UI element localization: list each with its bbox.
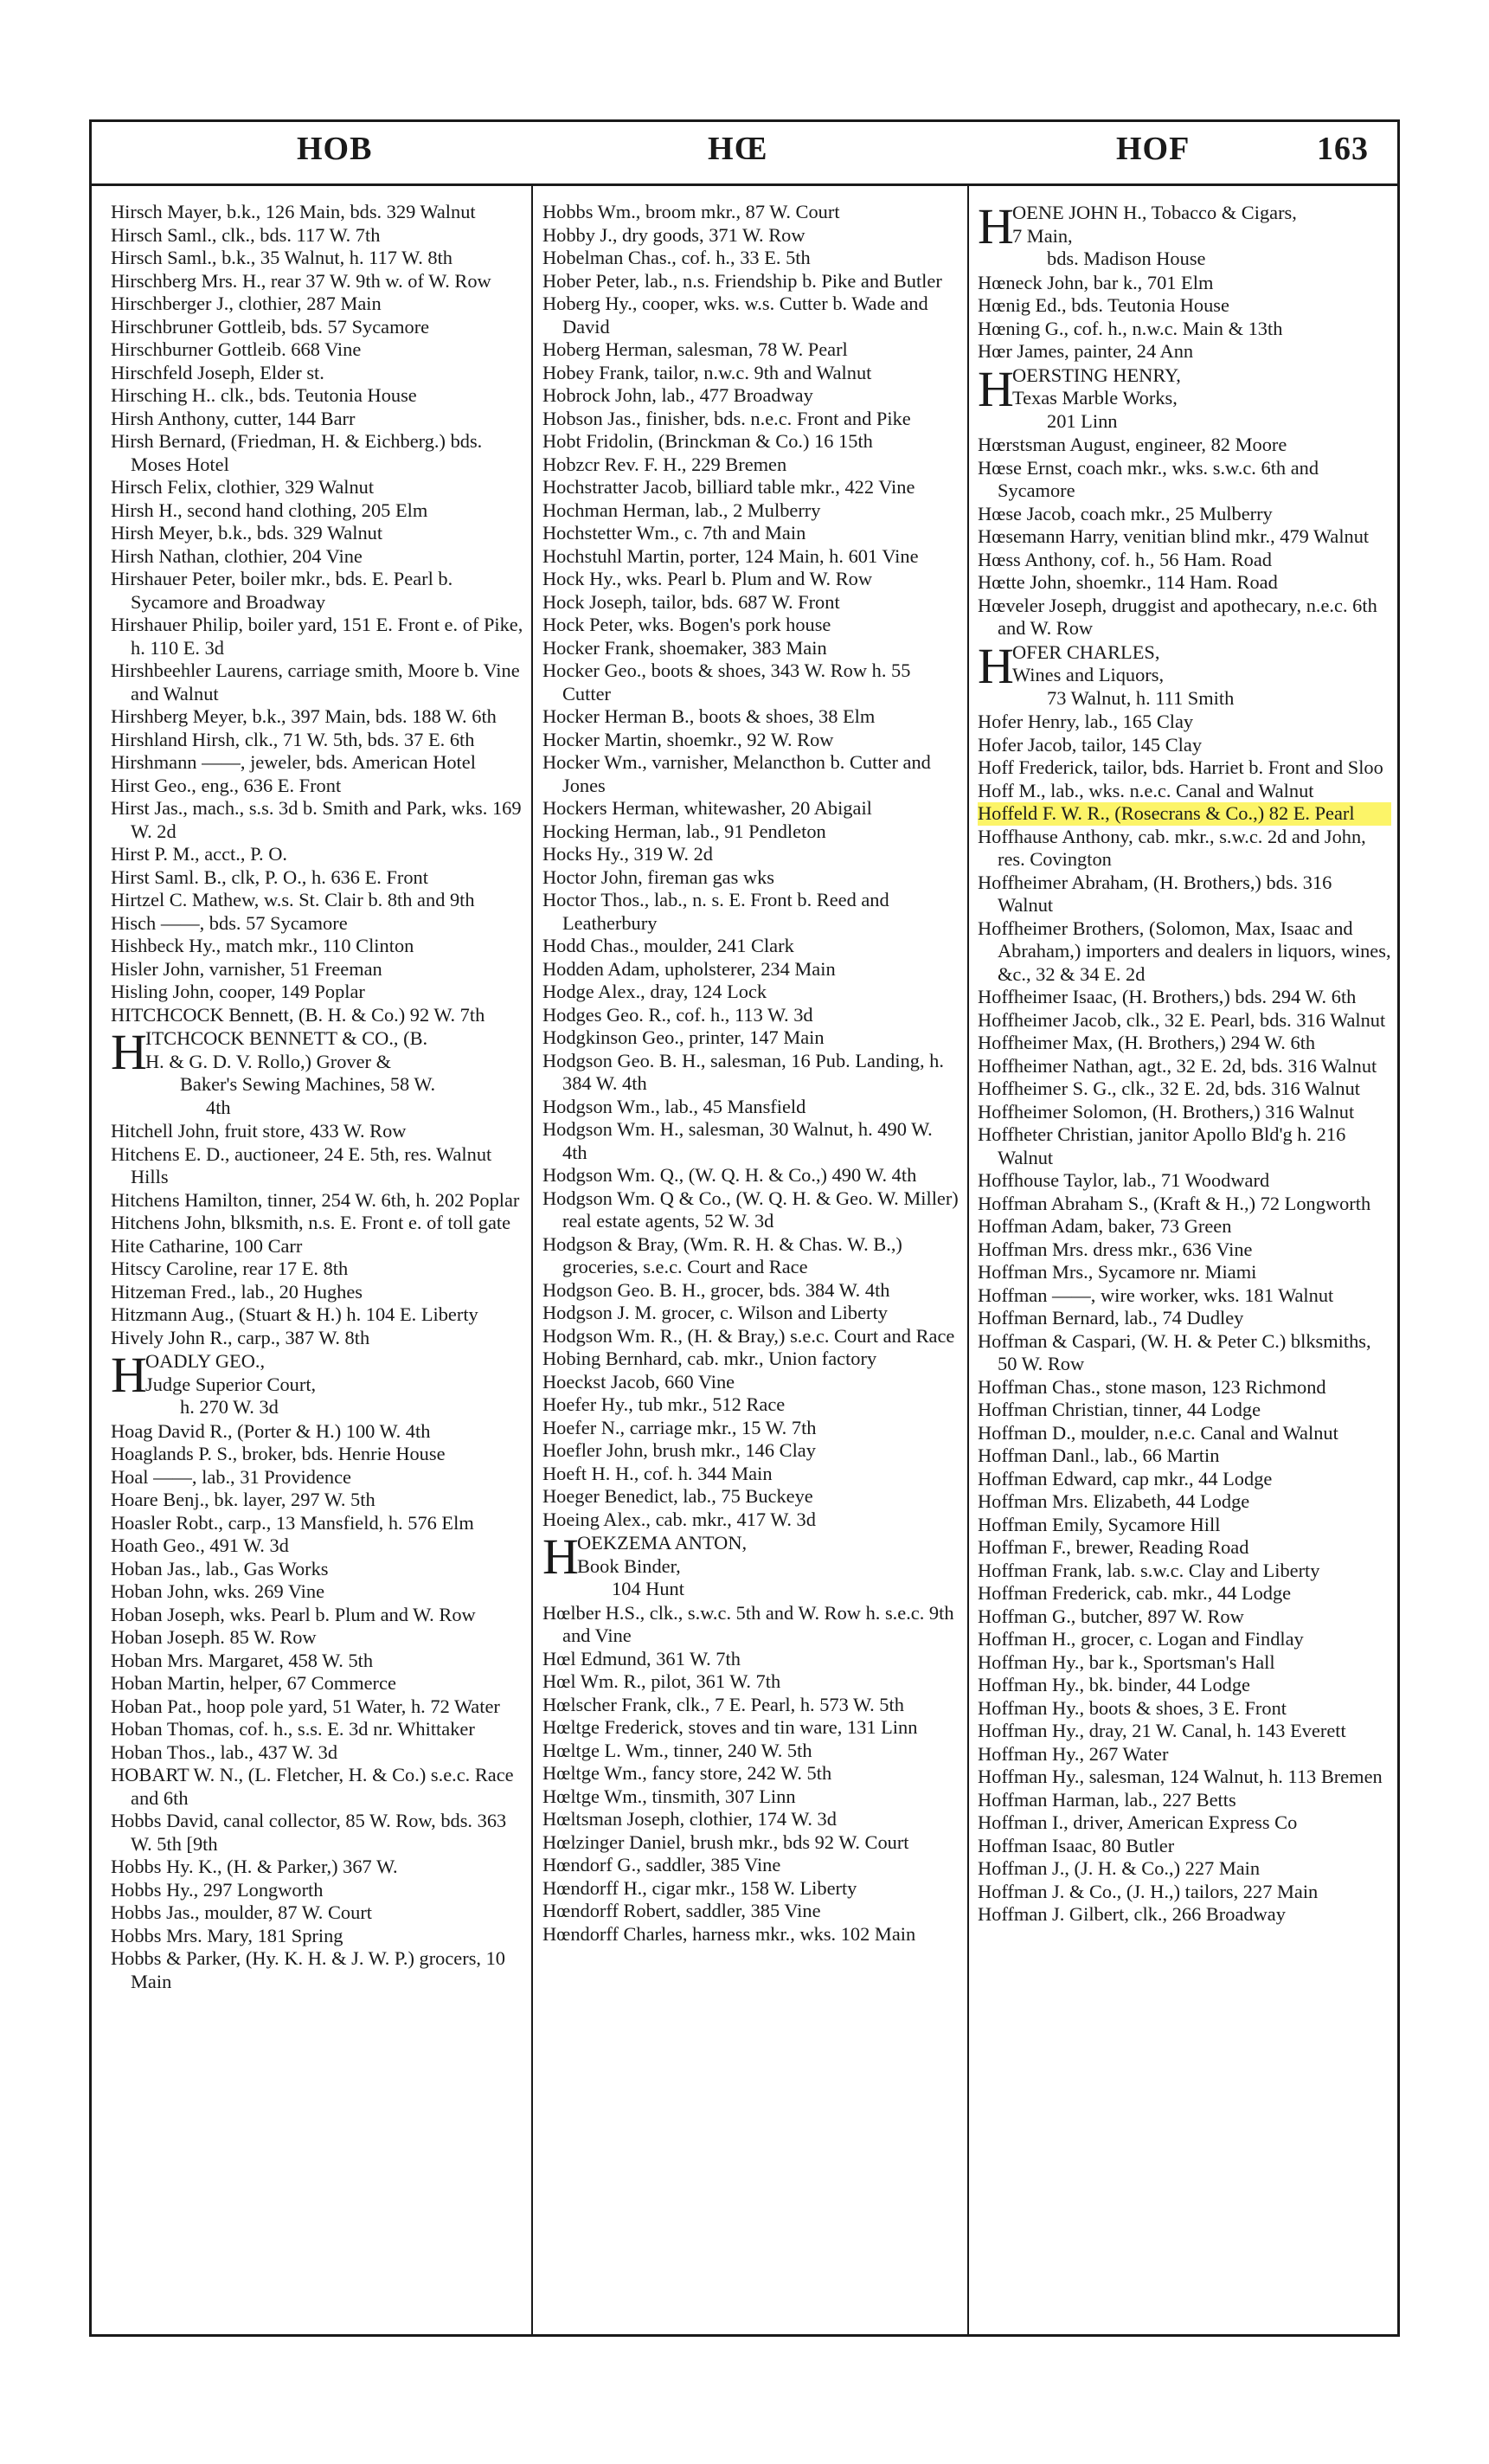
directory-entry: Hœndorff Charles, harness mkr., wks. 102 Main bbox=[542, 1922, 916, 1945]
directory-entry: Hock Hy., wks. Pearl b. Plum and W. Row bbox=[542, 568, 873, 589]
directory-entry: Hocker Herman B., boots & shoes, 38 Elm bbox=[542, 705, 876, 727]
directory-entry: Hitchens John, blksmith, n.s. E. Front e. of toll gate bbox=[111, 1212, 511, 1233]
header-left: HOB bbox=[297, 131, 373, 167]
directory-entry: Hirst Saml. B., clk, P. O., h. 636 E. Front bbox=[111, 865, 428, 888]
directory-entry: Hirshauer Peter, boiler mkr., bds. E. Pearl b. Sycamore and Broadway bbox=[111, 568, 453, 613]
directory-entry: Hoff M., lab., wks. n.e.c. Canal and Walnut bbox=[978, 779, 1314, 801]
directory-entry: Hodgkinson Geo., printer, 147 Main bbox=[542, 1026, 825, 1048]
directory-entry: Hirschburner Gottleib. 668 Vine bbox=[111, 338, 362, 360]
directory-entry: Hirschfeld Joseph, Elder st. bbox=[111, 361, 324, 383]
business-advertisement bbox=[542, 1528, 960, 1601]
directory-entry: Hoath Geo., 491 W. 3d bbox=[111, 1534, 289, 1556]
directory-entry: Hirsch Saml., b.k., 35 Walnut, h. 117 W. 8th bbox=[111, 247, 453, 268]
directory-entry: Hirshauer Philip, boiler yard, 151 E. Front e. of Pike, h. 110 E. 3d bbox=[111, 614, 523, 659]
directory-entry: Hobbs Jas., moulder, 87 W. Court bbox=[111, 1901, 372, 1923]
directory-entry: Hoffman Hy., 267 Water bbox=[978, 1742, 1169, 1765]
directory-entry: Hoberg Hy., cooper, wks. w.s. Cutter b. Wade and David bbox=[542, 293, 928, 338]
directory-entry: Hoban Jas., lab., Gas Works bbox=[111, 1557, 329, 1579]
advertisement-line: 201 Linn bbox=[1047, 409, 1118, 432]
directory-entry: Hodge Alex., dray, 124 Lock bbox=[542, 981, 767, 1002]
directory-entry: Hodgson & Bray, (Wm. R. H. & Chas. W. B.,) groceries, s.e.c. Court and Race bbox=[542, 1232, 902, 1277]
directory-entry: Hoffheimer Max, (H. Brothers,) 294 W. 6th bbox=[978, 1032, 1316, 1053]
advertisement-line: OADLY GEO., bbox=[145, 1350, 266, 1372]
directory-entry: Hœndorff Robert, saddler, 385 Vine bbox=[542, 1900, 821, 1921]
directory-entry: Hochman Herman, lab., 2 Mulberry bbox=[542, 499, 821, 521]
directory-entry: Hoffman F., brewer, Reading Road bbox=[978, 1536, 1249, 1558]
directory-entry: Hocker Wm., varnisher, Melancthon b. Cutter and Jones bbox=[542, 751, 931, 796]
drop-capital: H bbox=[978, 198, 1014, 254]
advertisement-line: H. & G. D. V. Rollo,) Grover & bbox=[145, 1050, 392, 1072]
directory-entry: Hœltge Wm., fancy store, 242 W. 5th bbox=[542, 1762, 832, 1784]
directory-entry: Hobbs Mrs. Mary, 181 Spring bbox=[111, 1924, 343, 1946]
directory-entry: Hœss Anthony, cof. h., 56 Ham. Road bbox=[978, 548, 1272, 570]
column-divider-1 bbox=[531, 186, 533, 2334]
directory-entry: Hœl Edmund, 361 W. 7th bbox=[542, 1647, 741, 1669]
directory-entry: Hober Peter, lab., n.s. Friendship b. Pike and Butler bbox=[542, 269, 942, 292]
directory-entry: Hirtzel C. Mathew, w.s. St. Clair b. 8th and 9th bbox=[111, 889, 475, 910]
directory-entry: Hoaglands P. S., broker, bds. Henrie House bbox=[111, 1443, 446, 1464]
directory-entry: Hoffman Harman, lab., 227 Betts bbox=[978, 1788, 1236, 1811]
drop-capital: H bbox=[978, 360, 1014, 417]
directory-entry: HOBART W. N., (L. Fletcher, H. & Co.) s.e.c. Race and 6th bbox=[111, 1764, 514, 1809]
advertisement-line: OERSTING HENRY, bbox=[1012, 363, 1181, 386]
directory-entry: Hirst Jas., mach., s.s. 3d b. Smith and Park, wks. 169 W. 2d bbox=[111, 797, 522, 842]
directory-entry: Hodden Adam, upholsterer, 234 Main bbox=[542, 957, 836, 980]
directory-entry: Hoberg Herman, salesman, 78 W. Pearl bbox=[542, 338, 848, 360]
directory-entry: Hoffman H., grocer, c. Logan and Findlay bbox=[978, 1628, 1304, 1650]
directory-entry: Hobbs Hy. K., (H. & Parker,) 367 W. bbox=[111, 1856, 398, 1877]
directory-entry: Hoffheimer Jacob, clk., 32 E. Pearl, bds. 316 Walnut bbox=[978, 1008, 1386, 1031]
directory-entry: Hirsh Bernard, (Friedman, H. & Eichberg.) bds. Moses Hotel bbox=[111, 430, 483, 475]
directory-entry: Hirschbruner Gottleib, bds. 57 Sycamore bbox=[111, 315, 430, 338]
directory-entry: Hofer Henry, lab., 165 Clay bbox=[978, 711, 1194, 732]
directory-entry: Hochstetter Wm., c. 7th and Main bbox=[542, 522, 806, 544]
drop-capital: H bbox=[542, 1528, 579, 1585]
directory-entry: Hoeft H. H., cof. h. 344 Main bbox=[542, 1462, 773, 1484]
business-advertisement bbox=[978, 637, 1391, 711]
directory-entry: Hoban Thos., lab., 437 W. 3d bbox=[111, 1740, 338, 1763]
directory-entry: Hoffman Chas., stone mason, 123 Richmond bbox=[978, 1375, 1326, 1398]
directory-entry: Hobbs David, canal collector, 85 W. Row, bds. 363 W. 5th [9th bbox=[111, 1810, 507, 1855]
directory-entry: Hoffman Adam, baker, 73 Green bbox=[978, 1215, 1232, 1237]
directory-entry: Hœveler Joseph, druggist and apothecary, n.e.c. 6th and W. Row bbox=[978, 594, 1377, 639]
directory-entry: Hoffman Isaac, 80 Butler bbox=[978, 1834, 1175, 1856]
directory-entry: Hoban Martin, helper, 67 Commerce bbox=[111, 1672, 396, 1694]
directory-entry: Hobelman Chas., cof. h., 33 E. 5th bbox=[542, 247, 811, 268]
directory-entry: Hœse Jacob, coach mkr., 25 Mulberry bbox=[978, 502, 1273, 524]
directory-entry: Hirsh H., second hand clothing, 205 Elm bbox=[111, 499, 428, 521]
directory-entry: Hodgson Wm. Q., (W. Q. H. & Co.,) 490 W. 4th bbox=[542, 1164, 917, 1186]
directory-entry: Hœneck John, bar k., 701 Elm bbox=[978, 271, 1214, 293]
directory-entry: Hirshberg Meyer, b.k., 397 Main, bds. 188 W. 6th bbox=[111, 705, 497, 727]
directory-entry: Hœltge Wm., tinsmith, 307 Linn bbox=[542, 1785, 796, 1807]
directory-entry: Hodd Chas., moulder, 241 Clark bbox=[542, 935, 794, 956]
directory-entry: Hoctor John, fireman gas wks bbox=[542, 865, 775, 888]
business-advertisement bbox=[111, 1347, 524, 1419]
directory-entry: Hoeing Alex., cab. mkr., 417 W. 3d bbox=[542, 1508, 816, 1530]
business-advertisement bbox=[111, 1024, 524, 1119]
drop-capital: H bbox=[978, 637, 1014, 694]
directory-entry: Hoffman Danl., lab., 66 Martin bbox=[978, 1444, 1220, 1466]
directory-entry: Hirshland Hirsh, clk., 71 W. 5th, bds. 37 E. 6th bbox=[111, 728, 475, 750]
directory-entry: Hirschberger J., clothier, 287 Main bbox=[111, 293, 382, 314]
directory-entry: Hœse Ernst, coach mkr., wks. s.w.c. 6th and Sycamore bbox=[978, 456, 1319, 501]
directory-entry: Hochstratter Jacob, billiard table mkr., 422 Vine bbox=[542, 476, 915, 498]
directory-entry: Hoffman ——, wire worker, wks. 181 Walnut bbox=[978, 1283, 1334, 1306]
directory-entry: Hishbeck Hy., match mkr., 110 Clinton bbox=[111, 935, 414, 956]
directory-entry: Hœndorff H., cigar mkr., 158 W. Liberty bbox=[542, 1876, 857, 1899]
directory-entry: Hoffman D., moulder, n.e.c. Canal and Walnut bbox=[978, 1421, 1338, 1444]
directory-entry: Hoffheimer S. G., clk., 32 E. 2d, bds. 316 Walnut bbox=[978, 1078, 1361, 1099]
directory-entry: Hodgson Wm. Q & Co., (W. Q. H. & Geo. W. Miller) real estate agents, 52 W. 3d bbox=[542, 1187, 959, 1232]
directory-entry: Hoffman Bernard, lab., 74 Dudley bbox=[978, 1307, 1244, 1329]
directory-entry: Hitzmann Aug., (Stuart & H.) h. 104 E. Liberty bbox=[111, 1303, 478, 1325]
directory-entry: Hoctor Thos., lab., n. s. E. Front b. Reed and Leatherbury bbox=[542, 889, 889, 934]
header-center: HŒ bbox=[708, 131, 768, 167]
advertisement-line: Book Binder, bbox=[577, 1554, 681, 1577]
directory-entry: Hoffman Christian, tinner, 44 Lodge bbox=[978, 1399, 1261, 1420]
directory-entry: Hobbs Hy., 297 Longworth bbox=[111, 1878, 324, 1901]
directory-entry: Hoare Benj., bk. layer, 297 W. 5th bbox=[111, 1489, 375, 1510]
directory-entry: Hœndorf G., saddler, 385 Vine bbox=[542, 1854, 781, 1875]
directory-entry: Hirsch Saml., clk., bds. 117 W. 7th bbox=[111, 223, 381, 246]
directory-entry: Hisling John, cooper, 149 Poplar bbox=[111, 981, 365, 1002]
directory-entry: Hoban Joseph, wks. Pearl b. Plum and W. Row bbox=[111, 1603, 476, 1625]
directory-entry: Hoffman Hy., bar k., Sportsman's Hall bbox=[978, 1650, 1275, 1673]
directory-entry: Hoffman Hy., boots & shoes, 3 E. Front bbox=[978, 1696, 1287, 1719]
directory-entry: Hodgson Wm. R., (H. & Bray,) s.e.c. Court and Race bbox=[542, 1324, 955, 1347]
directory-entry: Hobby J., dry goods, 371 W. Row bbox=[542, 223, 805, 246]
directory-entry: Hirst P. M., acct., P. O. bbox=[111, 843, 288, 865]
business-advertisement bbox=[978, 360, 1391, 434]
advertisement-line: 4th bbox=[206, 1096, 231, 1118]
directory-entry: Hitchell John, fruit store, 433 W. Row bbox=[111, 1120, 407, 1142]
advertisement-line: 104 Hunt bbox=[612, 1578, 684, 1599]
directory-entry: HITCHCOCK Bennett, (B. H. & Co.) 92 W. 7th bbox=[111, 1003, 485, 1026]
advertisement-line: h. 270 W. 3d bbox=[180, 1396, 279, 1418]
header-rule bbox=[89, 183, 1400, 186]
header-right: HOF bbox=[1116, 131, 1191, 167]
advertisement-line: 7 Main, bbox=[1012, 224, 1073, 247]
directory-entry: Hoffman J. & Co., (J. H.,) tailors, 227 Main bbox=[978, 1880, 1319, 1902]
directory-entry: Hobey Frank, tailor, n.w.c. 9th and Walnut bbox=[542, 361, 872, 383]
directory-entry: Hoban Pat., hoop pole yard, 51 Water, h. 72 Water bbox=[111, 1695, 500, 1717]
directory-entry: Hocks Hy., 319 W. 2d bbox=[542, 843, 713, 865]
directory-entry: Hoeger Benedict, lab., 75 Buckeye bbox=[542, 1485, 813, 1507]
directory-entry: Hodges Geo. R., cof. h., 113 W. 3d bbox=[542, 1003, 813, 1026]
page-number: 163 bbox=[1317, 131, 1369, 167]
directory-entry: Hitchens E. D., auctioneer, 24 E. 5th, res. Walnut Hills bbox=[111, 1142, 492, 1187]
directory-entry: Hobing Bernhard, cab. mkr., Union factory bbox=[542, 1348, 877, 1369]
directory-entry: Hobzcr Rev. F. H., 229 Bremen bbox=[542, 453, 787, 475]
advertisement-line: OENE JOHN H., Tobacco & Cigars, bbox=[1012, 202, 1297, 223]
directory-entry: Hoffman Hy., dray, 21 W. Canal, h. 143 Everett bbox=[978, 1720, 1346, 1741]
directory-entry: Hœl Wm. R., pilot, 361 W. 7th bbox=[542, 1670, 781, 1692]
directory-entry: Hoban Thomas, cof. h., s.s. E. 3d nr. Whittaker bbox=[111, 1718, 475, 1740]
directory-entry: Hoffman Frank, lab. s.w.c. Clay and Liberty bbox=[978, 1559, 1320, 1581]
directory-entry: Hoffman Mrs., Sycamore nr. Miami bbox=[978, 1261, 1257, 1283]
directory-entry: Hoffheimer Isaac, (H. Brothers,) bds. 294 W. 6th bbox=[978, 986, 1357, 1007]
directory-entry: Hoffhouse Taylor, lab., 71 Woodward bbox=[978, 1169, 1270, 1191]
directory-entry: Hoffman Frederick, cab. mkr., 44 Lodge bbox=[978, 1582, 1292, 1604]
directory-entry: Hoag David R., (Porter & H.) 100 W. 4th bbox=[111, 1419, 431, 1442]
directory-entry: Hœlscher Frank, clk., 7 E. Pearl, h. 573 W. 5th bbox=[542, 1693, 904, 1715]
directory-entry: Hocker Frank, shoemaker, 383 Main bbox=[542, 636, 827, 659]
directory-entry: Hœltge Frederick, stoves and tin ware, 131 Linn bbox=[542, 1716, 918, 1738]
advertisement-line: 73 Walnut, h. 111 Smith bbox=[1047, 686, 1235, 709]
directory-entry: Hoban John, wks. 269 Vine bbox=[111, 1580, 325, 1602]
directory-entry: Hoeckst Jacob, 660 Vine bbox=[542, 1370, 735, 1393]
directory-entry: Hoffman J., (J. H. & Co.,) 227 Main bbox=[978, 1857, 1261, 1879]
directory-entry: Hœlber H.S., clk., s.w.c. 5th and W. Row h. s.e.c. 9th and Vine bbox=[542, 1601, 954, 1646]
directory-entry: Hocker Martin, shoemkr., 92 W. Row bbox=[542, 728, 834, 750]
directory-entry: Hoban Joseph. 85 W. Row bbox=[111, 1626, 317, 1648]
directory-entry: Hock Peter, wks. Bogen's pork house bbox=[542, 614, 831, 635]
advertisement-line: Wines and Liquors, bbox=[1012, 664, 1165, 685]
directory-entry: Hoffman Emily, Sycamore Hill bbox=[978, 1513, 1221, 1535]
directory-entry: Hobbs Wm., broom mkr., 87 W. Court bbox=[542, 201, 840, 222]
directory-entry: Hœlzinger Daniel, brush mkr., bds 92 W. Court bbox=[542, 1830, 909, 1853]
directory-entry: Hoffheter Christian, janitor Apollo Bld'g h. 216 Walnut bbox=[978, 1123, 1346, 1168]
directory-entry: Hisch ——, bds. 57 Sycamore bbox=[111, 911, 348, 934]
directory-entry: Hoffman J. Gilbert, clk., 266 Broadway bbox=[978, 1903, 1286, 1925]
directory-entry: Hofer Jacob, tailor, 145 Clay bbox=[978, 733, 1203, 756]
directory-entry: Hodgson Wm. H., salesman, 30 Walnut, h. 490 W. 4th bbox=[542, 1118, 933, 1163]
column-3 bbox=[978, 198, 1391, 1927]
directory-entry: Hirshbeehler Laurens, carriage smith, Moore b. Vine and Walnut bbox=[111, 659, 520, 704]
directory-entry: Hisler John, varnisher, 51 Freeman bbox=[111, 957, 382, 980]
directory-entry: Hodgson Wm., lab., 45 Mansfield bbox=[542, 1095, 806, 1117]
directory-entry: Hirst Geo., eng., 636 E. Front bbox=[111, 774, 342, 796]
directory-entry: Hoefer Hy., tub mkr., 512 Race bbox=[542, 1393, 786, 1415]
directory-entry: Hoff Frederick, tailor, bds. Harriet b. Front and Sloo bbox=[978, 756, 1383, 778]
directory-entry: Hœrstsman August, engineer, 82 Moore bbox=[978, 434, 1287, 455]
directory-entry: Hodgson Geo. B. H., salesman, 16 Pub. Landing, h. 384 W. 4th bbox=[542, 1049, 944, 1094]
directory-entry: Hirsch Mayer, b.k., 126 Main, bds. 329 Walnut bbox=[111, 201, 476, 222]
directory-entry: Hirsh Anthony, cutter, 144 Barr bbox=[111, 407, 356, 429]
directory-entry: Hoffheimer Brothers, (Solomon, Max, Isaac and Abraham,) importers and dealers in liquors, wines, &c., 32 & 34 E. 2d bbox=[978, 917, 1391, 985]
directory-entry: Hœtte John, shoemkr., 114 Ham. Road bbox=[978, 571, 1278, 593]
directory-entry: Hoffhause Anthony, cab. mkr., s.w.c. 2d and John, res. Covington bbox=[978, 825, 1366, 870]
directory-entry: Hoffman Mrs. dress mkr., 636 Vine bbox=[978, 1238, 1253, 1260]
directory-entry: Hoffman & Caspari, (W. H. & Peter C.) blksmiths, 50 W. Row bbox=[978, 1329, 1371, 1374]
drop-capital: H bbox=[111, 1347, 147, 1403]
directory-entry: Hocking Herman, lab., 91 Pendleton bbox=[542, 820, 826, 842]
directory-entry-highlighted: Hoffeld F. W. R., (Rosecrans & Co.,) 82 E. Pearl bbox=[978, 802, 1391, 826]
drop-capital: H bbox=[111, 1024, 147, 1080]
directory-entry: Hœning G., cof. h., n.w.c. Main & 13th bbox=[978, 317, 1283, 339]
advertisement-line: Texas Marble Works, bbox=[1012, 387, 1178, 409]
column-divider-2 bbox=[967, 186, 969, 2334]
directory-entry: Hœnig Ed., bds. Teutonia House bbox=[978, 294, 1229, 316]
directory-entry: Hitzeman Fred., lab., 20 Hughes bbox=[111, 1280, 363, 1303]
column-2 bbox=[542, 201, 960, 1946]
directory-entry: Hoffheimer Solomon, (H. Brothers,) 316 Walnut bbox=[978, 1100, 1355, 1123]
directory-entry: Hœr James, painter, 24 Ann bbox=[978, 340, 1194, 362]
directory-entry: Hobbs & Parker, (Hy. K. H. & J. W. P.) grocers, 10 Main bbox=[111, 1947, 505, 1992]
directory-entry: Hoasler Robt., carp., 13 Mansfield, h. 576 Elm bbox=[111, 1511, 474, 1534]
column-1 bbox=[111, 201, 524, 1993]
directory-entry: Hœltsman Joseph, clothier, 174 W. 3d bbox=[542, 1808, 837, 1830]
directory-entry: Hock Joseph, tailor, bds. 687 W. Front bbox=[542, 590, 840, 613]
directory-entry: Hitchens Hamilton, tinner, 254 W. 6th, h. 202 Poplar bbox=[111, 1188, 520, 1211]
business-advertisement bbox=[978, 198, 1391, 271]
advertisement-line: ITCHCOCK BENNETT & CO., (B. bbox=[145, 1027, 428, 1049]
directory-entry: Hoefer N., carriage mkr., 15 W. 7th bbox=[542, 1416, 817, 1438]
directory-entry: Hodgson Geo. B. H., grocer, bds. 384 W. 4th bbox=[542, 1278, 890, 1301]
directory-entry: Hœsemann Harry, venitian blind mkr., 479 Walnut bbox=[978, 525, 1370, 547]
directory-entry: Hodgson J. M. grocer, c. Wilson and Liberty bbox=[542, 1302, 888, 1323]
directory-entry: Hirschberg Mrs. H., rear 37 W. 9th w. of W. Row bbox=[111, 269, 491, 292]
directory-entry: Hocker Geo., boots & shoes, 343 W. Row h. 55 Cutter bbox=[542, 659, 911, 704]
directory-entry: Hoffman Hy., salesman, 124 Walnut, h. 113 Bremen bbox=[978, 1766, 1383, 1787]
directory-entry: Hoefler John, brush mkr., 146 Clay bbox=[542, 1439, 816, 1461]
directory-entry: Hobt Fridolin, (Brinckman & Co.) 16 15th bbox=[542, 430, 873, 452]
directory-entry: Hoffheimer Abraham, (H. Brothers,) bds. 316 Walnut bbox=[978, 871, 1332, 916]
directory-entry: Hoffman I., driver, American Express Co bbox=[978, 1811, 1298, 1833]
directory-entry: Hoffman Mrs. Elizabeth, 44 Lodge bbox=[978, 1490, 1250, 1512]
directory-entry: Hite Catharine, 100 Carr bbox=[111, 1234, 303, 1257]
directory-entry: Hitscy Caroline, rear 17 E. 8th bbox=[111, 1258, 349, 1279]
directory-entry: Hobson Jas., finisher, bds. n.e.c. Front and Pike bbox=[542, 407, 911, 429]
directory-entry: Hirsching H.. clk., bds. Teutonia House bbox=[111, 384, 417, 406]
advertisement-line: bds. Madison House bbox=[1047, 248, 1206, 269]
advertisement-line: OFER CHARLES, bbox=[1012, 640, 1160, 663]
directory-entry: Hœltge L. Wm., tinner, 240 W. 5th bbox=[542, 1739, 812, 1761]
directory-entry: Hoffman Edward, cap mkr., 44 Lodge bbox=[978, 1467, 1273, 1489]
advertisement-line: OEKZEMA ANTON, bbox=[577, 1532, 748, 1554]
directory-entry: Hirshmann ——, jeweler, bds. American Hotel bbox=[111, 751, 476, 773]
directory-entry: Hoffman G., butcher, 897 W. Row bbox=[978, 1605, 1244, 1627]
directory-entry: Hively John R., carp., 387 W. 8th bbox=[111, 1326, 370, 1348]
directory-entry: Hirsch Felix, clothier, 329 Walnut bbox=[111, 476, 375, 498]
directory-entry: Hoffman Hy., bk. binder, 44 Lodge bbox=[978, 1674, 1250, 1695]
directory-entry: Hoffman Abraham S., (Kraft & H.,) 72 Longworth bbox=[978, 1192, 1371, 1214]
directory-entry: Hirsh Meyer, b.k., bds. 329 Walnut bbox=[111, 522, 383, 544]
directory-entry: Hoban Mrs. Margaret, 458 W. 5th bbox=[111, 1649, 374, 1671]
directory-entry: Hobrock John, lab., 477 Broadway bbox=[542, 384, 813, 406]
advertisement-line: Judge Superior Court, bbox=[145, 1373, 317, 1395]
directory-entry: Hockers Herman, whitewasher, 20 Abigail bbox=[542, 797, 872, 819]
directory-entry: Hoal ——, lab., 31 Providence bbox=[111, 1465, 351, 1488]
advertisement-line: Baker's Sewing Machines, 58 W. bbox=[180, 1073, 436, 1095]
directory-entry: Hochstuhl Martin, porter, 124 Main, h. 601 Vine bbox=[542, 544, 919, 567]
directory-entry: Hirsh Nathan, clothier, 204 Vine bbox=[111, 544, 363, 567]
directory-entry: Hoffheimer Nathan, agt., 32 E. 2d, bds. 316 Walnut bbox=[978, 1054, 1377, 1077]
